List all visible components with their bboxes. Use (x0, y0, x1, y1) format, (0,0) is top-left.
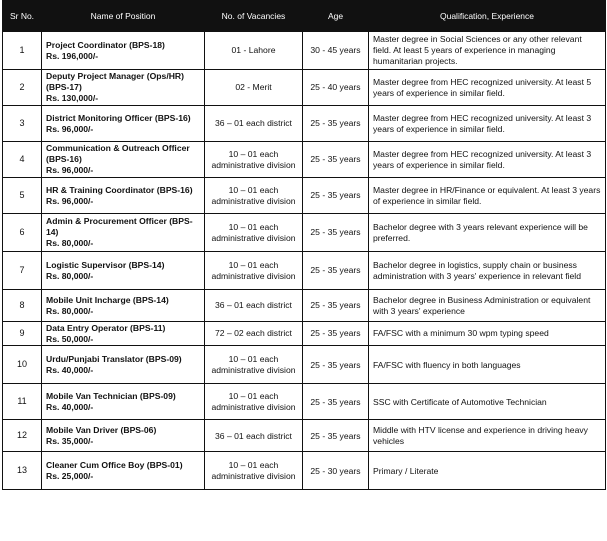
header-age: Age (303, 1, 369, 32)
position-pay: Rs. 35,000/- (46, 435, 94, 446)
position-title: Cleaner Cum Office Boy (BPS-01) (46, 460, 183, 471)
sr-cell: 1 (3, 32, 42, 70)
position-cell (42, 142, 205, 178)
table-row (3, 420, 606, 452)
sr-cell: 11 (3, 384, 42, 420)
table-row (3, 142, 606, 178)
header-position: Name of Position (42, 1, 205, 32)
position-title: District Monitoring Officer (BPS-16) (46, 112, 191, 123)
age-cell: 30 - 45 years (303, 32, 369, 70)
qualification-cell: Master degree from HEC recognized university. At least 3 years of experience in similar field. (369, 142, 606, 178)
position-cell (42, 178, 205, 214)
vacancies-cell: 02 - Merit (205, 70, 303, 106)
sr-cell: 10 (3, 346, 42, 384)
age-cell: 25 - 35 years (303, 106, 369, 142)
age-cell: 25 - 35 years (303, 420, 369, 452)
age-cell: 25 - 35 years (303, 384, 369, 420)
position-title: Mobile Van Technician (BPS-09) (46, 391, 176, 402)
position-pay: Rs. 80,000/- (46, 237, 94, 248)
sr-cell: 6 (3, 214, 42, 252)
table-row (3, 252, 606, 290)
qualification-cell: Master degree in HR/Finance or equivalent. At least 3 years of experience in similar field. (369, 178, 606, 214)
sr-cell: 12 (3, 420, 42, 452)
positions-table (2, 0, 606, 490)
position-pay: Rs. 40,000/- (46, 364, 94, 375)
position-title: Project Coordinator (BPS-18) (46, 39, 165, 50)
vacancies-cell: 10 – 01 each administrative division (205, 452, 303, 490)
sr-cell: 2 (3, 70, 42, 106)
sr-cell: 5 (3, 178, 42, 214)
sr-cell: 8 (3, 290, 42, 322)
age-cell: 25 - 35 years (303, 178, 369, 214)
position-pay: Rs. 196,000/- (46, 50, 99, 61)
vacancies-cell: 10 – 01 each administrative division (205, 252, 303, 290)
position-cell (42, 106, 205, 142)
position-cell (42, 452, 205, 490)
position-cell (42, 214, 205, 252)
age-cell: 25 - 30 years (303, 452, 369, 490)
age-cell: 25 - 35 years (303, 322, 369, 346)
table-row (3, 178, 606, 214)
vacancies-cell: 36 – 01 each district (205, 420, 303, 452)
position-pay: Rs. 25,000/- (46, 470, 94, 481)
qualification-cell: Master degree from HEC recognized university. At least 5 years of experience in similar field. (369, 70, 606, 106)
sr-cell: 13 (3, 452, 42, 490)
table-row (3, 214, 606, 252)
sr-cell: 9 (3, 322, 42, 346)
age-cell: 25 - 35 years (303, 346, 369, 384)
position-title: HR & Training Coordinator (BPS-16) (46, 184, 193, 195)
position-cell (42, 70, 205, 106)
position-pay: Rs. 80,000/- (46, 305, 94, 316)
age-cell: 25 - 35 years (303, 252, 369, 290)
vacancies-cell: 10 – 01 each administrative division (205, 384, 303, 420)
position-pay: Rs. 80,000/- (46, 270, 94, 281)
position-pay: Rs. 40,000/- (46, 401, 94, 412)
position-title: Data Entry Operator (BPS-11) (46, 323, 166, 333)
qualification-cell: Master degree in Social Sciences or any other relevant field. At least 5 years of experience in managing humanitarian projects. (369, 32, 606, 70)
qualification-cell: Bachelor degree in logistics, supply chain or business administration with 3 years' experience in relevant field (369, 252, 606, 290)
position-title: Communication & Outreach Officer (BPS-16) (46, 143, 190, 165)
position-title: Mobile Van Driver (BPS-06) (46, 425, 157, 436)
qualification-cell: Primary / Literate (369, 452, 606, 490)
position-title: Mobile Unit Incharge (BPS-14) (46, 294, 169, 305)
position-pay: Rs. 96,000/- (46, 123, 94, 134)
table-header-row (3, 1, 606, 32)
table-row (3, 70, 606, 106)
table-row (3, 452, 606, 490)
position-title: Logistic Supervisor (BPS-14) (46, 259, 165, 270)
position-pay: Rs. 96,000/- (46, 164, 94, 175)
qualification-cell: FA/FSC with fluency in both languages (369, 346, 606, 384)
table-row (3, 322, 606, 346)
table-row (3, 32, 606, 70)
header-vacancies: No. of Vacancies (205, 1, 303, 32)
position-cell (42, 290, 205, 322)
age-cell: 25 - 35 years (303, 214, 369, 252)
vacancies-cell: 36 – 01 each district (205, 290, 303, 322)
table-row (3, 106, 606, 142)
table-row (3, 346, 606, 384)
position-pay: Rs. 130,000/- (46, 92, 99, 103)
positions-document (2, 0, 605, 541)
header-sr: Sr No. (3, 1, 42, 32)
sr-cell: 4 (3, 142, 42, 178)
age-cell: 25 - 35 years (303, 142, 369, 178)
position-pay: Rs. 50,000/- (46, 333, 94, 344)
vacancies-cell: 10 – 01 each administrative division (205, 346, 303, 384)
header-qualification: Qualification, Experience (369, 1, 606, 32)
vacancies-cell: 10 – 01 each administrative division (205, 142, 303, 178)
vacancies-cell: 72 – 02 each district (205, 322, 303, 346)
vacancies-cell: 10 – 01 each administrative division (205, 214, 303, 252)
age-cell: 25 - 40 years (303, 70, 369, 106)
vacancies-cell: 10 – 01 each administrative division (205, 178, 303, 214)
position-cell (42, 322, 205, 346)
position-cell (42, 252, 205, 290)
table-row (3, 290, 606, 322)
qualification-cell: SSC with Certificate of Automotive Technician (369, 384, 606, 420)
age-cell: 25 - 35 years (303, 290, 369, 322)
position-cell (42, 384, 205, 420)
position-cell (42, 32, 205, 70)
vacancies-cell: 36 – 01 each district (205, 106, 303, 142)
position-cell (42, 420, 205, 452)
qualification-cell: Master degree from HEC recognized university. At least 3 years of experience in similar field. (369, 106, 606, 142)
qualification-cell: FA/FSC with a minimum 30 wpm typing speed (369, 322, 606, 346)
sr-cell: 7 (3, 252, 42, 290)
position-pay: Rs. 96,000/- (46, 195, 94, 206)
position-cell (42, 346, 205, 384)
sr-cell: 3 (3, 106, 42, 142)
position-title: Deputy Project Manager (Ops/HR) (BPS-17) (46, 71, 184, 93)
position-title: Admin & Procurement Officer (BPS-14) (46, 216, 193, 238)
vacancies-cell: 01 - Lahore (205, 32, 303, 70)
qualification-cell: Bachelor degree in Business Administration or equivalent with 3 years' experience (369, 290, 606, 322)
qualification-cell: Middle with HTV license and experience in driving heavy vehicles (369, 420, 606, 452)
position-title: Urdu/Punjabi Translator (BPS-09) (46, 354, 182, 365)
qualification-cell: Bachelor degree with 3 years relevant experience will be preferred. (369, 214, 606, 252)
table-row (3, 384, 606, 420)
